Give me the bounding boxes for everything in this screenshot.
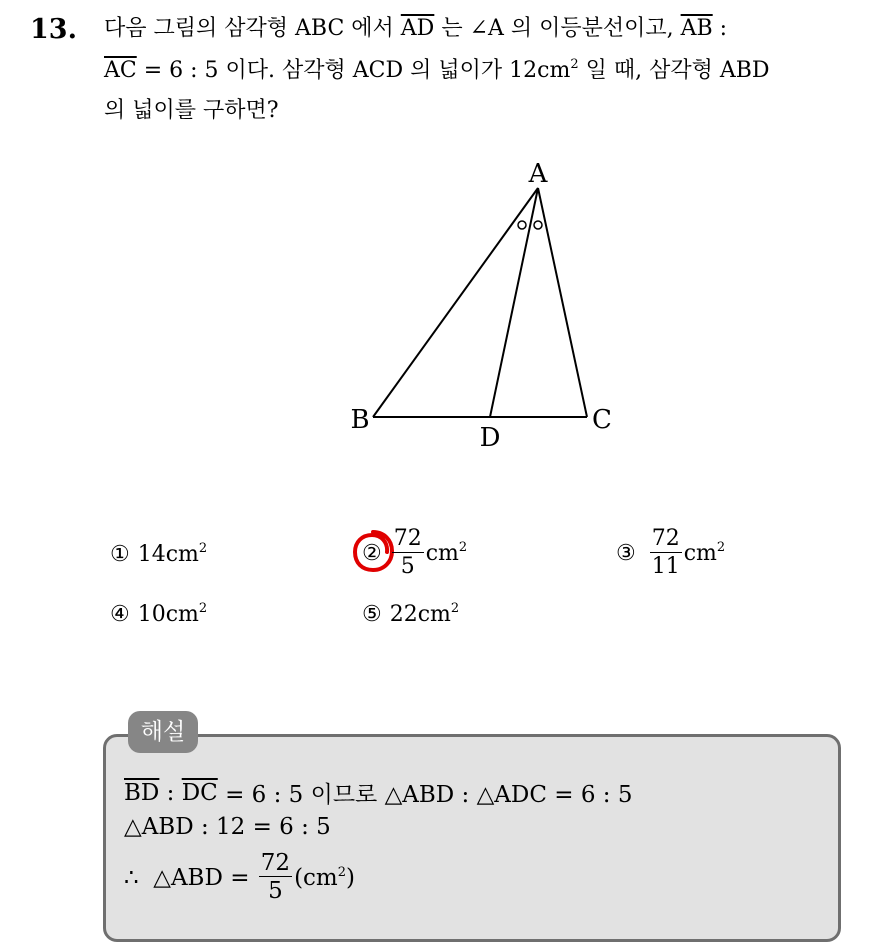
vertex-label-c: C bbox=[592, 405, 612, 435]
question-text: 는 ∠A 의 이등분선이고, bbox=[434, 16, 681, 41]
superscript: 2 bbox=[570, 57, 579, 72]
solution-line-3: ∴ △ABD = $\frac{72}{5}$ $(cm^2)$ bbox=[124, 850, 356, 904]
vertex-label-a: A bbox=[528, 159, 548, 189]
choice-3[interactable] bbox=[616, 526, 725, 581]
choice-marker: ② bbox=[362, 541, 382, 566]
question-text: 다음 그림의 삼각형 ABC 에서 bbox=[104, 16, 401, 41]
solution-label: 해설 bbox=[128, 711, 198, 753]
side-ac bbox=[538, 188, 587, 417]
choice-marker: ④ bbox=[110, 602, 130, 627]
question-text: = 6 : 5 이다. 삼각형 ACD 의 넓이가 12cm bbox=[136, 58, 571, 83]
choice-text: $10cm^2$ bbox=[137, 601, 208, 627]
choice-2[interactable] bbox=[362, 526, 467, 581]
choice-unit: $cm^2$ bbox=[425, 540, 468, 566]
choice-marker: ① bbox=[110, 542, 130, 567]
choice-marker: ③ bbox=[616, 541, 636, 566]
fraction: $\frac{72}{11}$ bbox=[651, 526, 680, 579]
choice-unit: $cm^2$ bbox=[683, 540, 726, 566]
point-label-d: D bbox=[479, 423, 501, 453]
fraction: $\frac{72}{5}$ bbox=[260, 850, 291, 904]
vertex-label-b: B bbox=[350, 405, 370, 435]
segment-ad: $\overline{AD}$ bbox=[400, 16, 435, 41]
choice-4[interactable] bbox=[110, 602, 207, 627]
segment-ab: $\overline{AB}$ bbox=[680, 16, 713, 41]
choice-5[interactable] bbox=[362, 602, 459, 627]
question-line-3: 의 넓이를 구하면? bbox=[104, 98, 279, 123]
question-number: 13. bbox=[30, 14, 77, 45]
fraction: $\frac{72}{5}$ bbox=[393, 526, 422, 579]
question-text: 일 때, 삼각형 ABD bbox=[578, 58, 770, 83]
angle-mark-right bbox=[534, 221, 542, 229]
solution-line-1: $\overline{BD}$ : $\overline{DC}$ = 6 : 5 이므로 △ABD : △ADC = 6 : 5 bbox=[124, 779, 633, 808]
choice-text: $14cm^2$ bbox=[137, 541, 208, 567]
solution-line-2: △ABD : 12 = 6 : 5 bbox=[124, 814, 331, 840]
choice-marker: ⑤ bbox=[362, 602, 382, 627]
angle-mark-left bbox=[518, 221, 526, 229]
question-text: : bbox=[712, 16, 728, 41]
segment-ac: $\overline{AC}$ bbox=[104, 58, 137, 83]
choice-1[interactable] bbox=[110, 542, 207, 567]
choice-text: $22cm^2$ bbox=[389, 601, 460, 627]
